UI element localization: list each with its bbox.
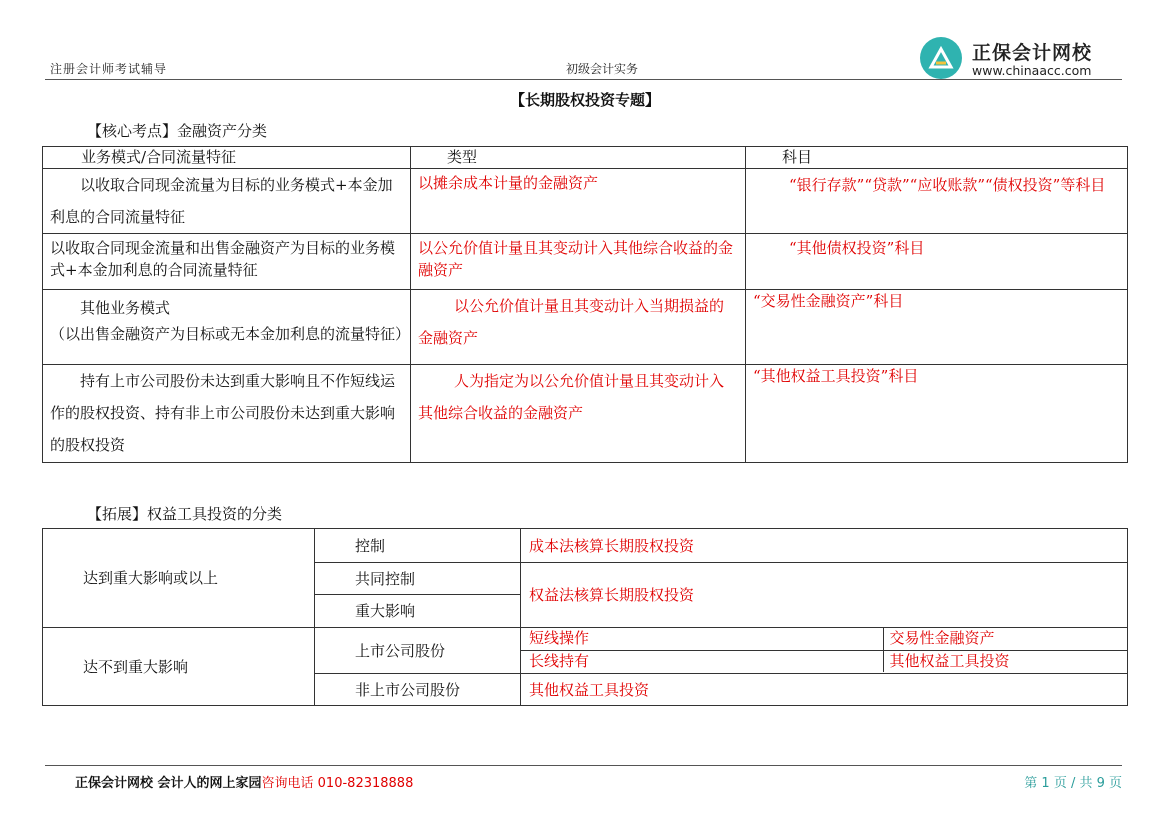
listed-subtable-cell	[521, 628, 1128, 674]
mode-cell: 持有上市公司股份未达到重大影响且不作短线运作的股权投资、持有非上市公司股份未达到重大影响的股权投资	[43, 365, 411, 463]
subject-cell: “其他权益工具投资”科目	[746, 365, 1128, 463]
table-row	[521, 650, 1128, 672]
mode-line: 其他业务模式	[80, 299, 171, 317]
holding-type-cell: 短线操作	[521, 628, 883, 650]
result-cell: 其他权益工具投资	[883, 650, 1128, 672]
page-title: 【长期股权投资专题】	[509, 91, 660, 109]
column-header: 科目	[746, 147, 1128, 169]
footer-brand	[75, 772, 413, 791]
group-label: 达到重大影响或以上	[43, 529, 315, 628]
subject-cell: “其他债权投资”科目	[746, 234, 1128, 290]
table-row	[43, 365, 1128, 463]
financial-asset-table	[42, 146, 1128, 463]
type-cell: 以公允价值计量且其变动计入其他综合收益的金融资产	[411, 234, 746, 290]
result-cell: 交易性金融资产	[883, 628, 1128, 650]
type-cell: 人为指定为以公允价值计量且其变动计入其他综合收益的金融资产	[411, 365, 746, 463]
result-cell: 成本法核算长期股权投资	[521, 529, 1128, 563]
mode-cell: 以收取合同现金流量为目标的业务模式+本金加利息的合同流量特征	[43, 169, 411, 234]
mode-line: （以出售金融资产为目标或无本金加利息的流量特征）	[50, 325, 411, 343]
category-cell: 控制	[315, 529, 521, 563]
column-header: 业务模式/合同流量特征	[43, 147, 411, 169]
logo-url[interactable]: www.chinaacc.com	[972, 63, 1092, 78]
header-subject-label: 初级会计实务	[566, 62, 639, 76]
table-row	[521, 628, 1128, 650]
result-cell: 权益法核算长期股权投资	[521, 563, 1128, 628]
category-cell: 上市公司股份	[315, 628, 521, 674]
type-cell: 以公允价值计量且其变动计入当期损益的金融资产	[411, 290, 746, 365]
footer-divider	[45, 765, 1122, 766]
table-row	[43, 169, 1128, 234]
result-cell: 其他权益工具投资	[521, 674, 1128, 706]
logo-icon	[920, 37, 962, 79]
group-label: 达不到重大影响	[43, 628, 315, 706]
logo-name: 正保会计网校	[972, 42, 1093, 64]
table-row	[43, 529, 1128, 563]
mode-cell	[43, 290, 411, 365]
table-row	[43, 234, 1128, 290]
category-cell: 重大影响	[315, 595, 521, 628]
equity-investment-table	[42, 528, 1128, 706]
holding-type-cell: 长线持有	[521, 650, 883, 672]
mode-cell: 以收取合同现金流量和出售金融资产为目标的业务模式+本金加利息的合同流量特征	[43, 234, 411, 290]
table-header-row	[43, 147, 1128, 169]
page-indicator: 第 1 页 / 共 9 页	[1024, 776, 1122, 791]
section2-heading: 【拓展】权益工具投资的分类	[87, 505, 283, 523]
category-cell: 共同控制	[315, 563, 521, 595]
listed-subtable	[521, 628, 1128, 672]
section1-heading: 【核心考点】金融资产分类	[87, 122, 268, 140]
footer-brand-text: 正保会计网校 会计人的网上家园	[75, 776, 262, 791]
table-row	[43, 628, 1128, 674]
header-exam-label: 注册会计师考试辅导	[50, 62, 168, 76]
header-divider	[45, 79, 1122, 80]
category-cell: 非上市公司股份	[315, 674, 521, 706]
type-cell: 以摊余成本计量的金融资产	[411, 169, 746, 234]
footer-phone: 咨询电话 010-82318888	[261, 776, 414, 791]
subject-cell: “交易性金融资产”科目	[746, 290, 1128, 365]
subject-cell: “银行存款”“贷款”“应收账款”“债权投资”等科目	[746, 169, 1128, 234]
column-header: 类型	[411, 147, 746, 169]
table-row	[43, 290, 1128, 365]
